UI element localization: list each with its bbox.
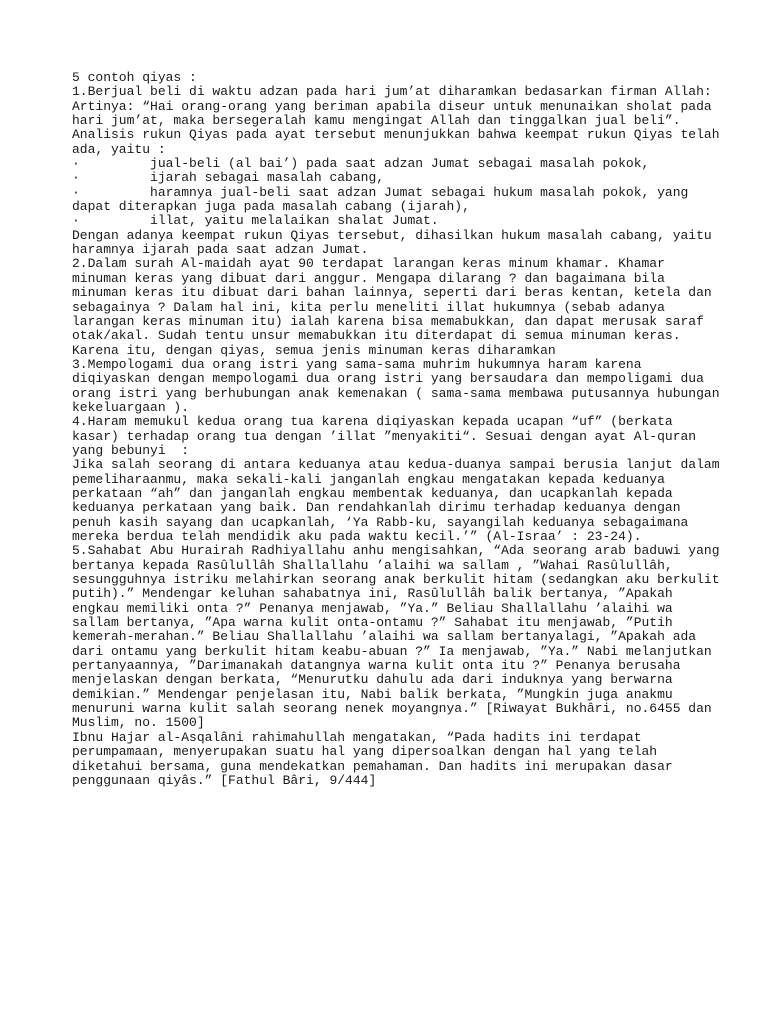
text-line: minuman keras itu dibuat dari bahan lainnya, seperti dari beras kentan, ketela dan bbox=[72, 285, 712, 301]
text-line: 5.Sahabat Abu Hurairah Radhiyallahu anhu mengisahkan, “Ada seorang arab baduwi yang bbox=[72, 543, 720, 559]
document-body bbox=[72, 70, 720, 788]
text-line: kasar) terhadap orang tua dengan ’illat ”menyakiti“. Sesuai dengan ayat Al-quran bbox=[72, 428, 697, 444]
text-line: perkataan “ah” dan janganlah engkau membentak keduanya, dan ucapkanlah kepada bbox=[72, 485, 673, 501]
text-line: Analisis rukun Qiyas pada ayat tersebut menunjukkan bahwa keempat rukun Qiyas telah bbox=[72, 127, 720, 143]
text-line: pemeliharaanmu, maka sekali-kali janganlah engkau mengatakan kepada keduanya bbox=[72, 471, 665, 487]
text-line: dari ontamu yang berkulit hitam keabu-abuan ?” Ia menjawab, ”Ya.” Nabi melanjutkan bbox=[72, 643, 712, 659]
text-line: Muslim, no. 1500] bbox=[72, 715, 205, 731]
text-line: engkau memiliki onta ?” Penanya menjawab, ”Ya.” Beliau Shallallahu ’alaihi wa bbox=[72, 600, 673, 616]
text-line: otak/akal. Sudah tentu unsur memabukkan itu diterdapat di semua minuman keras. bbox=[72, 328, 681, 344]
text-line: orang istri yang berhubungan anak kemenakan ( sama-sama membawa putusannya hubungan bbox=[72, 385, 720, 401]
text-line: kekeluargaan ). bbox=[72, 399, 190, 415]
text-line: menjelaskan dengan berkata, “Menurutku dahulu ada dari induknya yang berwarna bbox=[72, 672, 673, 688]
text-line: Dengan adanya keempat rukun Qiyas tersebut, dihasilkan hukum masalah cabang, yaitu bbox=[72, 227, 712, 243]
text-line: larangan keras minuman itu) ialah karena bisa memabukkan, dan dapat merusak saraf bbox=[72, 313, 704, 329]
text-line: pertanyaannya, ”Darimanakah datangnya warna kulit onta itu ?” Penanya berusaha bbox=[72, 658, 681, 674]
text-line: bertanya kepada Rasûlullâh Shallallahu ’alaihi wa sallam , ”Wahai Rasûlullâh, bbox=[72, 557, 673, 573]
text-line: sebagainya ? Dalam hal ini, kita perlu meneliti illat hukumnya (sebab adanya bbox=[72, 299, 665, 315]
text-line: 1.Berjual beli di waktu adzan pada hari jum’at diharamkan bedasarkan firman Allah: bbox=[72, 84, 712, 100]
text-line: menuruni warna kulit salah seorang nenek moyangnya.” [Riwayat Bukhâri, no.6455 dan bbox=[72, 701, 712, 717]
text-line: perumpamaan, menyerupakan suatu hal yang dipersoalkan dengan hal yang telah bbox=[72, 744, 658, 760]
text-line: sesungguhnya istriku melahirkan seorang anak berkulit hitam (sedangkan aku berkulit bbox=[72, 572, 720, 588]
text-line: · illat, yaitu melalaikan shalat Jumat. bbox=[72, 213, 439, 229]
text-line: dapat diterapkan juga pada masalah cabang (ijarah), bbox=[72, 199, 470, 215]
text-line: · jual-beli (al bai’) pada saat adzan Jumat sebagai masalah pokok, bbox=[72, 156, 650, 172]
text-line: Artinya: “Hai orang-orang yang beriman apabila diseur untuk menunaikan sholat pada bbox=[72, 98, 712, 114]
text-line: yang bebunyi : bbox=[72, 442, 190, 458]
text-line: Ibnu Hajar al-Asqalâni rahimahullah mengatakan, “Pada hadits ini terdapat bbox=[72, 729, 642, 745]
text-line: penuh kasih sayang dan ucapkanlah, ‘Ya Rabb-ku, sayangilah keduanya sebagaimana bbox=[72, 514, 689, 530]
text-line: Karena itu, dengan qiyas, semua jenis minuman keras diharamkan bbox=[72, 342, 556, 358]
text-line: keduanya perkataan yang baik. Dan rendahkanlah dirimu terhadap keduanya dengan bbox=[72, 500, 681, 516]
text-line: · haramnya jual-beli saat adzan Jumat sebagai hukum masalah pokok, yang bbox=[72, 184, 689, 200]
text-line: putih).” Mendengar keluhan sahabatnya ini, Rasûlullâh balik bertanya, ”Apakah bbox=[72, 586, 673, 602]
text-line: Jika salah seorang di antara keduanya atau kedua-duanya sampai berusia lanjut dalam bbox=[72, 457, 720, 473]
text-line: minuman keras yang dibuat dari anggur. Mengapa dilarang ? dan bagaimana bila bbox=[72, 270, 665, 286]
text-line: haramnya ijarah pada saat adzan Jumat. bbox=[72, 242, 369, 258]
text-line: 4.Haram memukul kedua orang tua karena diqiyaskan kepada ucapan “uf” (berkata bbox=[72, 414, 673, 430]
text-line: · ijarah sebagai masalah cabang, bbox=[72, 170, 385, 186]
text-line: kemerah-merahan.” Beliau Shallallahu ’alaihi wa sallam bertanyalagi, ”Apakah ada bbox=[72, 629, 697, 645]
text-line: 3.Mempologami dua orang istri yang sama-sama muhrim hukumnya haram karena bbox=[72, 356, 642, 372]
text-line: penggunaan qiyâs.” [Fathul Bâri, 9/444] bbox=[72, 772, 377, 788]
text-line: ada, yaitu : bbox=[72, 141, 166, 157]
text-line: hari jum’at, maka bersegeralah kamu mengingat Allah dan tinggalkan jual beli”. bbox=[72, 113, 681, 129]
text-line: sallam bertanya, ”Apa warna kulit onta-ontamu ?” Sahabat itu menjawab, ”Putih bbox=[72, 615, 673, 631]
text-line: 5 contoh qiyas : bbox=[72, 70, 197, 85]
text-line: diketahui bersama, guna mendekatkan pemahaman. Dan hadits ini merupakan dasar bbox=[72, 758, 673, 774]
text-line: mereka berdua telah mendidik aku pada waktu kecil.’” (Al-Israa’ : 23-24). bbox=[72, 529, 642, 544]
text-line: diqiyaskan dengan mempologami dua orang istri yang bersaudara dan mempoligami dua bbox=[72, 371, 704, 387]
text-line: demikian.” Mendengar penjelasan itu, Nabi balik berkata, ”Mungkin juga anakmu bbox=[72, 686, 673, 702]
text-line: 2.Dalam surah Al-maidah ayat 90 terdapat larangan keras minum khamar. Khamar bbox=[72, 256, 665, 272]
